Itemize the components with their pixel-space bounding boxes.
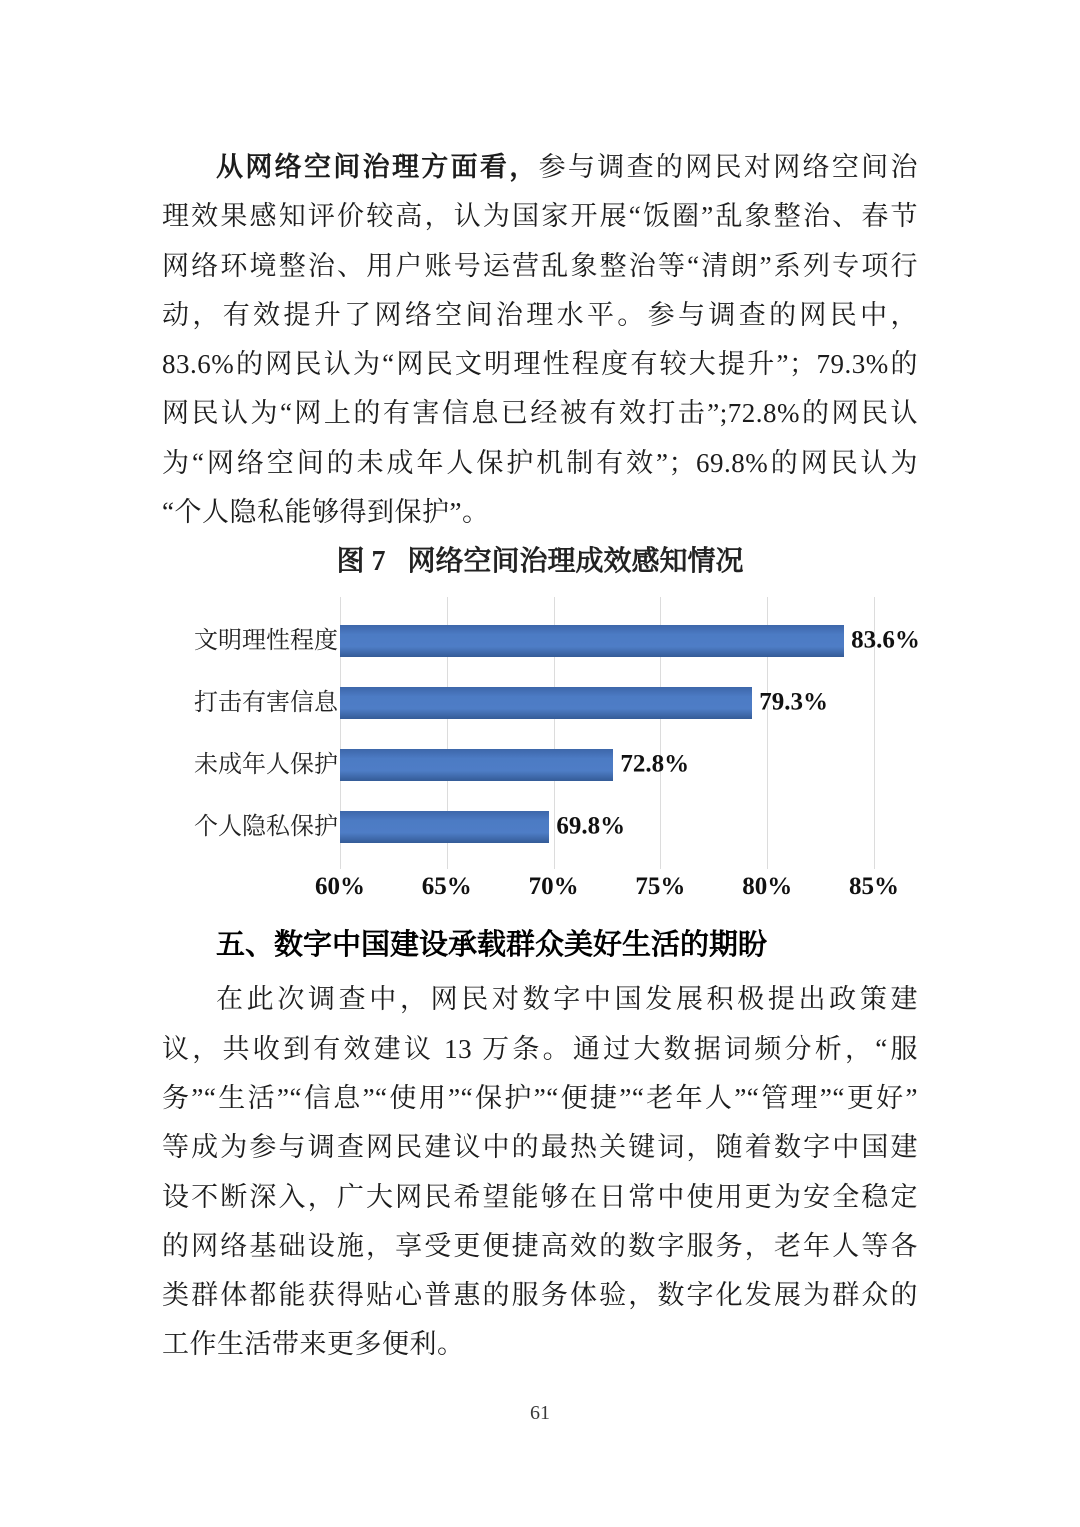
chart-bar-value-label: 69.8%: [556, 812, 626, 840]
chart-category-label: 打击有害信息: [194, 690, 338, 717]
chart-x-tick-label: 65%: [421, 873, 472, 901]
paragraph-governance: [162, 143, 918, 537]
paragraph-line: 等成为参与调查网民建议中的最热关键词，随着数字中国建: [162, 1132, 918, 1163]
chart-bar: [340, 625, 920, 657]
paragraph-line: 议，共收到有效建议 13 万条。通过大数据词频分析，“服: [162, 1033, 918, 1064]
bar-chart: [162, 597, 918, 909]
paragraph-line-text: 参与调查的网民对网络空间治: [538, 152, 919, 182]
chart-category-labels: [162, 597, 340, 869]
paragraph-line: 的网络基础设施，享受更便捷高效的数字服务，老年人等各: [162, 1230, 918, 1261]
paragraph-line: 动，有效提升了网络空间治理水平。参与调查的网民中，: [162, 299, 918, 330]
paragraph-line: 类群体都能获得贴心普惠的服务体验，数字化发展为群众的: [162, 1280, 918, 1311]
paragraph-line: [162, 143, 918, 192]
chart-category-label: 个人隐私保护: [194, 814, 338, 841]
paragraph-line: 务”“生活”“信息”“使用”“保护”“便捷”“老年人”“管理”“更好”: [162, 1082, 918, 1113]
page-number: 61: [530, 1402, 550, 1424]
chart-x-tick-label: 80%: [742, 873, 793, 901]
chart-bar-value-label: 79.3%: [759, 688, 828, 716]
paragraph-line: “个人隐私能够得到保护”。: [162, 497, 490, 528]
chart-x-tick-label: 70%: [528, 873, 579, 901]
chart-category-label: 未成年人保护: [194, 752, 338, 779]
paragraph-line: 83.6%的网民认为“网民文明理性程度有较大提升”；79.3%的: [162, 349, 918, 380]
paragraph-line: 在此次调查中，网民对数字中国发展积极提出政策建: [216, 984, 918, 1015]
chart-bar-value-label: 83.6%: [851, 626, 920, 654]
paragraph-line: 理效果感知评价较高，认为国家开展“饭圈”乱象整治、春节: [162, 201, 918, 232]
paragraph-digital-china: [162, 975, 918, 1369]
chart-category-label: 文明理性程度: [194, 628, 338, 655]
chart-x-tick-label: 75%: [635, 873, 686, 901]
chart-bar-value-label: 72.8%: [620, 750, 690, 778]
paragraph-line: 工作生活带来更多便利。: [162, 1329, 465, 1360]
chart-plot: [340, 597, 920, 869]
figure-number: 图 7: [336, 546, 386, 578]
chart-x-tick-label: 60%: [315, 873, 365, 901]
section-heading: 五、数字中国建设承载群众美好生活的期盼: [216, 929, 768, 962]
paragraph-line: 网民认为“网上的有害信息已经被有效打击”;72.8%的网民认: [162, 398, 918, 429]
paragraph-lead-bold: 从网络空间治理方面看，: [216, 152, 539, 182]
chart-bar: [340, 749, 690, 781]
paragraph-line: 为“网络空间的未成年人保护机制有效”；69.8%的网民认为: [162, 447, 918, 478]
chart-bar: [340, 687, 828, 719]
chart-x-axis: [315, 871, 899, 907]
paragraph-line: 网络环境整治、用户账号运营乱象整治等“清朗”系列专项行: [162, 250, 918, 281]
chart-x-tick-label: 85%: [849, 873, 899, 901]
paragraph-line: 设不断深入，广大网民希望能够在日常中使用更为安全稳定: [162, 1181, 918, 1212]
figure-title: 网络空间治理成效感知情况: [407, 546, 744, 578]
figure-caption: [162, 543, 918, 581]
page-content: [162, 143, 918, 1370]
chart-bar: [340, 811, 626, 843]
